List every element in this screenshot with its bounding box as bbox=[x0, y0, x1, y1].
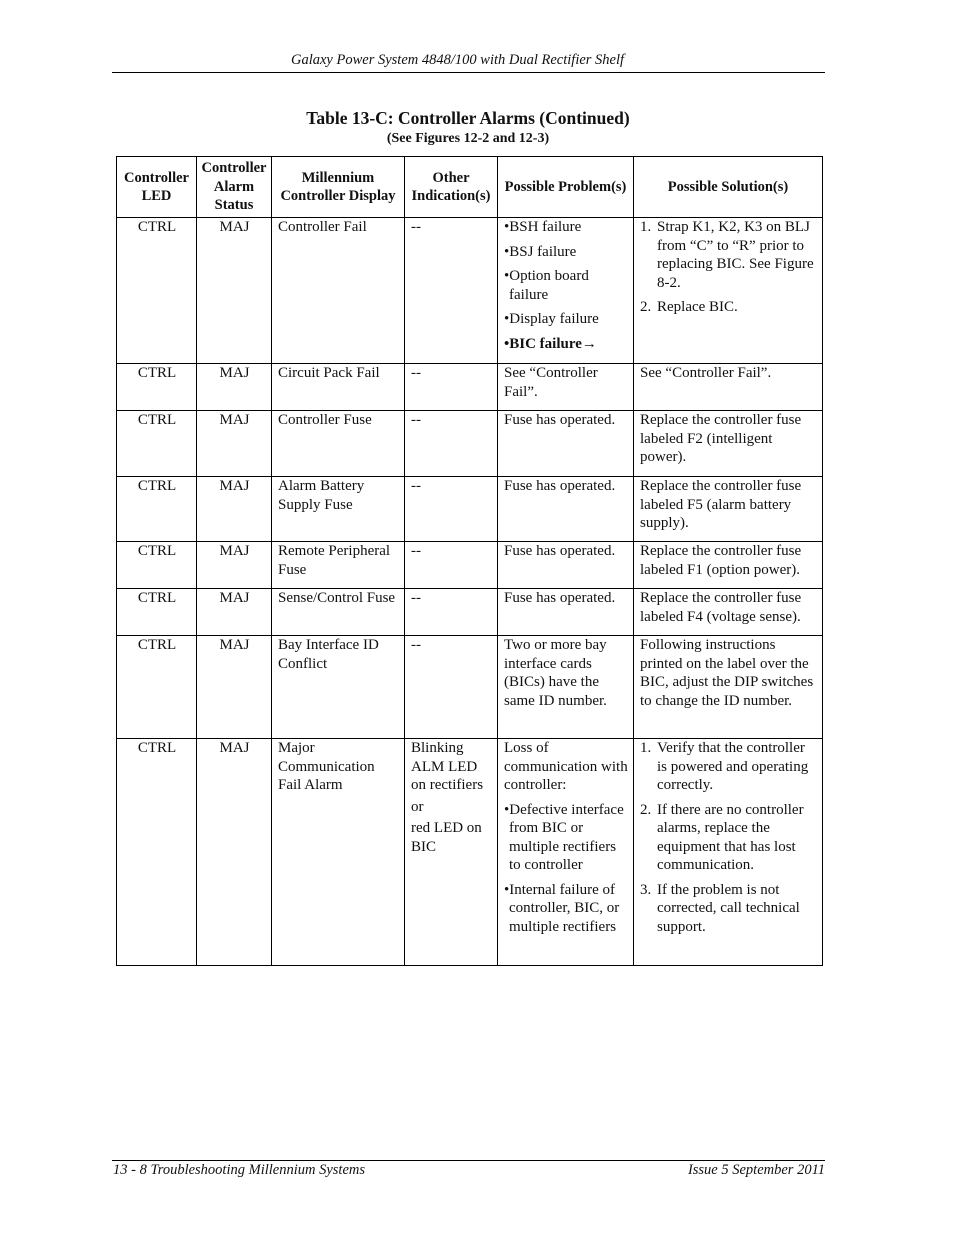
status-cell: MAJ bbox=[197, 739, 272, 966]
problem-intro: Loss of communication with controller: bbox=[504, 740, 628, 793]
problem-cell: Fuse has operated. bbox=[498, 477, 634, 542]
led-cell: CTRL bbox=[117, 739, 197, 966]
solution-cell: Following instructions printed on the label over the BIC, adjust the DIP switches to change the ID number. bbox=[634, 636, 823, 739]
problem-cell: Fuse has operated. bbox=[498, 589, 634, 636]
col-header-controller-led: Controller LED bbox=[117, 157, 197, 218]
solution-step: 3. If the problem is not corrected, call technical support. bbox=[640, 881, 800, 935]
solution-step: 1. Strap K1, K2, K3 on BLJ from “C” to “R” prior to replacing BIC. See Figure 8-2. bbox=[640, 219, 814, 291]
solution-step: 2. Replace BIC. bbox=[640, 299, 738, 315]
display-cell: Controller Fail bbox=[272, 218, 405, 364]
solution-cell: Replace the controller fuse labeled F2 (intelligent power). bbox=[634, 411, 823, 477]
led-cell: CTRL bbox=[117, 218, 197, 364]
led-cell: CTRL bbox=[117, 411, 197, 477]
display-cell: Alarm Battery Supply Fuse bbox=[272, 477, 405, 542]
controller-alarms-table bbox=[116, 156, 823, 966]
led-cell: CTRL bbox=[117, 364, 197, 411]
col-header-problems: Possible Problem(s) bbox=[498, 157, 634, 218]
status-cell: MAJ bbox=[197, 364, 272, 411]
status-cell: MAJ bbox=[197, 589, 272, 636]
solution-cell: Replace the controller fuse labeled F4 (voltage sense). bbox=[634, 589, 823, 636]
col-header-solutions: Possible Solution(s) bbox=[634, 157, 823, 218]
problem-item: •Option board failure bbox=[504, 268, 589, 303]
other-cell: -- bbox=[405, 542, 498, 589]
other-cell: -- bbox=[405, 218, 498, 364]
footer-issue-date: Issue 5 September 2011 bbox=[687, 1162, 825, 1178]
other-cell: -- bbox=[405, 477, 498, 542]
display-cell: Remote Peripheral Fuse bbox=[272, 542, 405, 589]
other-cell: -- bbox=[405, 364, 498, 411]
solution-cell: Replace the controller fuse labeled F1 (option power). bbox=[634, 542, 823, 589]
display-cell: Circuit Pack Fail bbox=[272, 364, 405, 411]
solution-step: 1. Verify that the controller is powered and operating correctly. bbox=[640, 740, 809, 793]
table-row bbox=[117, 477, 823, 542]
table-row bbox=[117, 218, 823, 364]
solution-cell: See “Controller Fail”. bbox=[634, 364, 823, 411]
problem-item: •BSH failure bbox=[504, 219, 582, 235]
solution-cell: Replace the controller fuse labeled F5 (alarm battery supply). bbox=[634, 477, 823, 542]
led-cell: CTRL bbox=[117, 542, 197, 589]
solutions-cell bbox=[634, 218, 823, 364]
table-row bbox=[117, 636, 823, 739]
status-cell: MAJ bbox=[197, 477, 272, 542]
problem-item: •BIC failure→ bbox=[504, 335, 597, 352]
status-cell: MAJ bbox=[197, 218, 272, 364]
table-row bbox=[117, 739, 823, 966]
problems-cell bbox=[498, 218, 634, 364]
table-row bbox=[117, 589, 823, 636]
table-row bbox=[117, 411, 823, 477]
table-subtitle: (See Figures 12-2 and 12-3) bbox=[386, 131, 550, 146]
solution-step: 2. If there are no controller alarms, replace the equipment that has lost communication. bbox=[640, 801, 804, 873]
running-header: Galaxy Power System 4848/100 with Dual Rectifier Shelf bbox=[291, 52, 625, 68]
table-title: Table 13-C: Controller Alarms (Continued) bbox=[306, 108, 630, 128]
problem-item: •Display failure bbox=[504, 311, 599, 327]
led-cell: CTRL bbox=[117, 477, 197, 542]
display-cell: Bay Interface ID Conflict bbox=[272, 636, 405, 739]
led-cell: CTRL bbox=[117, 589, 197, 636]
other-cell bbox=[405, 739, 498, 966]
status-cell: MAJ bbox=[197, 542, 272, 589]
problem-item: •Internal failure of controller, BIC, or multiple rectifiers bbox=[504, 881, 620, 935]
footer-rule bbox=[112, 1160, 825, 1161]
footer-page-section: 13 - 8 Troubleshooting Millennium Systems bbox=[113, 1162, 365, 1178]
problem-item: •BSJ failure bbox=[504, 243, 577, 260]
status-cell: MAJ bbox=[197, 636, 272, 739]
problem-cell: Two or more bay interface cards (BICs) have the same ID number. bbox=[498, 636, 634, 739]
display-cell: Controller Fuse bbox=[272, 411, 405, 477]
problem-item: •Defective interface from BIC or multiple rectifiers to controller bbox=[504, 801, 624, 873]
problem-cell: Fuse has operated. bbox=[498, 542, 634, 589]
display-cell: Major Communication Fail Alarm bbox=[272, 739, 405, 966]
display-cell: Sense/Control Fuse bbox=[272, 589, 405, 636]
other-indication: or bbox=[411, 798, 424, 815]
other-cell: -- bbox=[405, 589, 498, 636]
table-header-row bbox=[117, 157, 823, 218]
col-header-other: Other Indication(s) bbox=[405, 157, 498, 218]
other-cell: -- bbox=[405, 636, 498, 739]
other-indication: red LED on BIC bbox=[411, 820, 482, 855]
table-row bbox=[117, 364, 823, 411]
other-cell: -- bbox=[405, 411, 498, 477]
problem-cell: Fuse has operated. bbox=[498, 411, 634, 477]
other-indication: Blinking ALM LED on rectifiers bbox=[411, 740, 484, 793]
solutions-cell bbox=[634, 739, 823, 966]
table-row bbox=[117, 542, 823, 589]
led-cell: CTRL bbox=[117, 636, 197, 739]
problems-cell bbox=[498, 739, 634, 966]
header-rule bbox=[112, 72, 825, 73]
status-cell: MAJ bbox=[197, 411, 272, 477]
col-header-display: Millennium Controller Display bbox=[272, 157, 405, 218]
problem-cell: See “Controller Fail”. bbox=[498, 364, 634, 411]
col-header-alarm-status: Controller Alarm Status bbox=[197, 157, 272, 218]
